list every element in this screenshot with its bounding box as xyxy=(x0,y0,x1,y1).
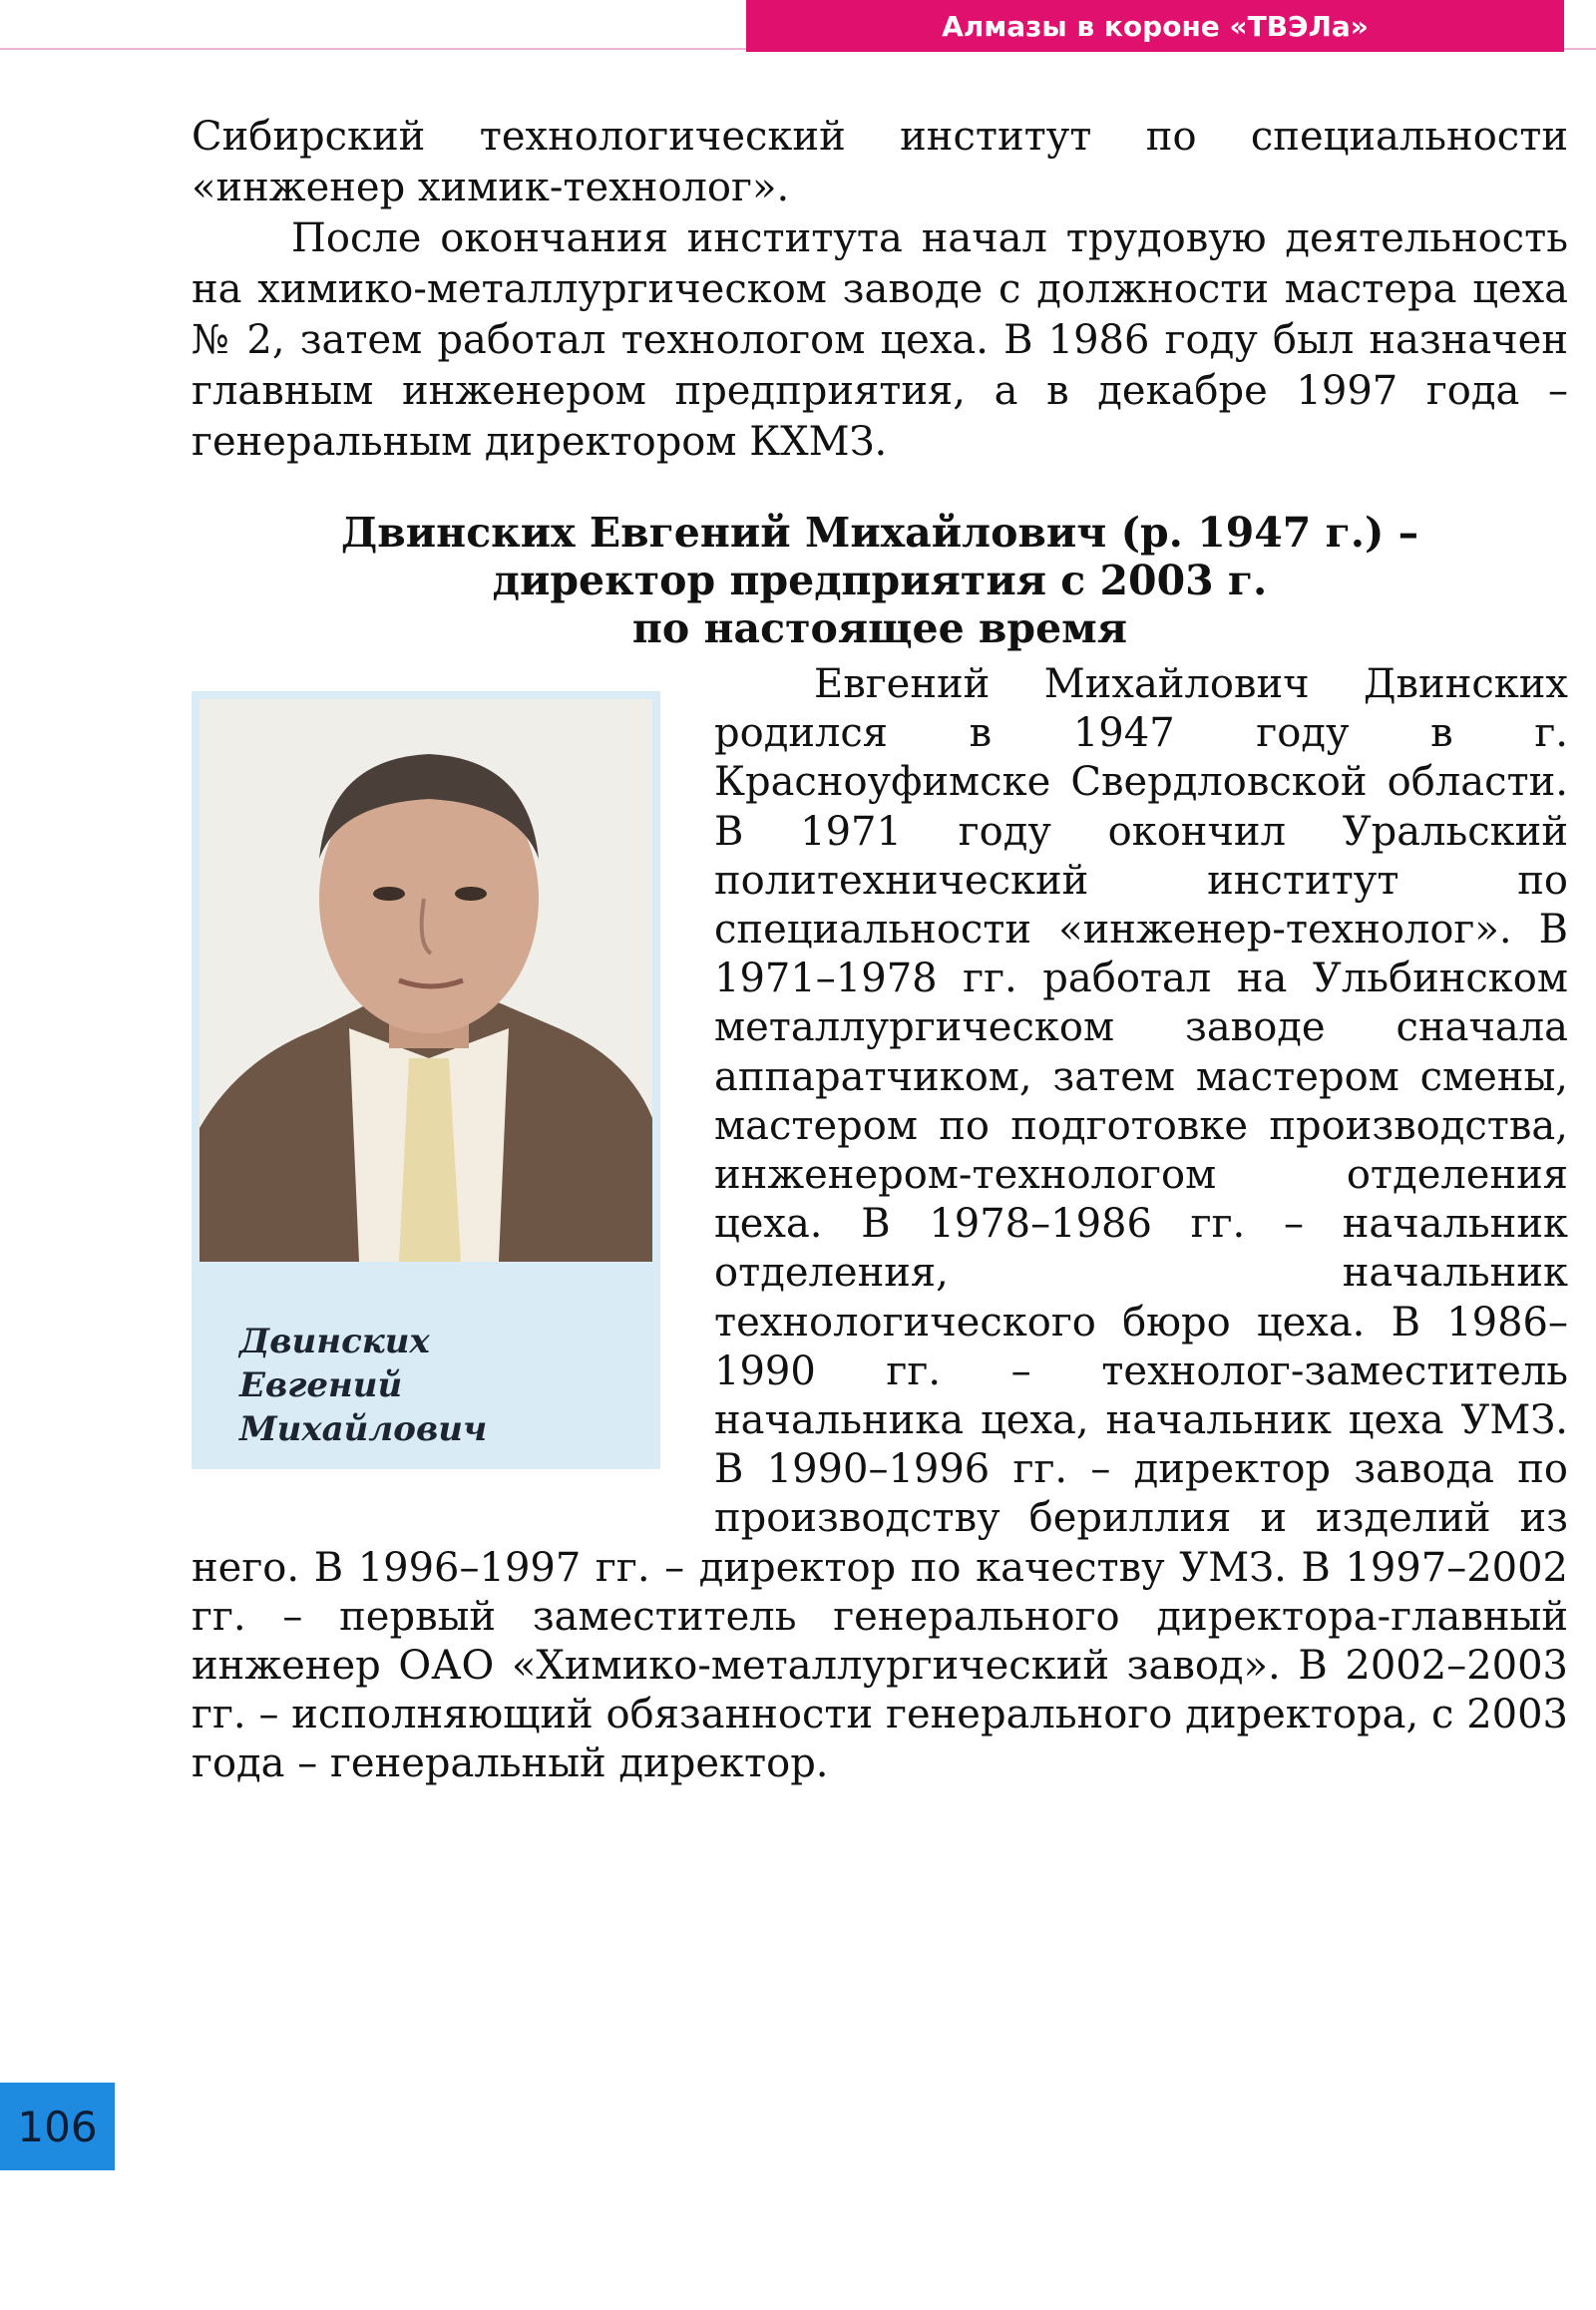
intro-paragraph-1: Сибирский технологический институт по специальности «инженер химик-технолог». xyxy=(192,114,1568,210)
page-number-label: 106 xyxy=(17,2102,98,2151)
intro-paragraph-2: После окончания института начал трудовую деятельность на химико-металлургическом заводе с должности мастера цеха № 2, затем работал технологом цеха. В 1986 году был назначен главным инженером предприятия, а в декабре 1997 года – генеральным директором КХМЗ. xyxy=(192,215,1568,465)
running-header xyxy=(746,0,1564,52)
section-heading xyxy=(192,509,1568,652)
figure-wrap-space xyxy=(192,660,714,1498)
caption-line-2: Евгений xyxy=(239,1365,403,1405)
section-heading-line-1: Двинских Евгений Михайлович (р. 1947 г.) – xyxy=(340,509,1419,557)
section-heading-line-2: директор предприятия с 2003 г. xyxy=(492,557,1268,604)
caption-line-3: Михайлович xyxy=(239,1409,488,1449)
biography-text xyxy=(192,660,1568,1789)
page-number xyxy=(0,2083,115,2170)
running-header-title: Алмазы в короне «ТВЭЛа» xyxy=(942,9,1369,43)
section-heading-line-3: по настоящее время xyxy=(631,604,1128,652)
intro-text xyxy=(192,112,1568,468)
biography-paragraph: Евгений Михайлович Двинских родился в 1947 году в г. Красноуфимске Свердловской области. В 1971 году окончил Уральский политехнический институт по специальности «инженер-технолог». В 1971–1978 гг. работал на Ульбинском металлургическом заводе сначала аппаратчиком, затем мастером смены, мастером по подготовке производства, инженером-технологом отделения цеха. В 1978–1986 гг. – начальник отделения, начальник технологического бюро цеха. В 1986–1990 гг. – технолог-заместитель начальника цеха, начальник цеха УМЗ. В 1990–1996 гг. – директор завода по производству бериллия и изделий из него. В 1996–1997 гг. – директор по качеству УМЗ. В 1997–2002 гг. – первый заместитель генерального директора-главный инженер ОАО «Химико-металлургический завод». В 2002–2003 гг. – исполняющий обязанности генерального директора, с 2003 года – генеральный директор. xyxy=(192,661,1568,1787)
caption-line-1: Двинских xyxy=(239,1322,430,1361)
